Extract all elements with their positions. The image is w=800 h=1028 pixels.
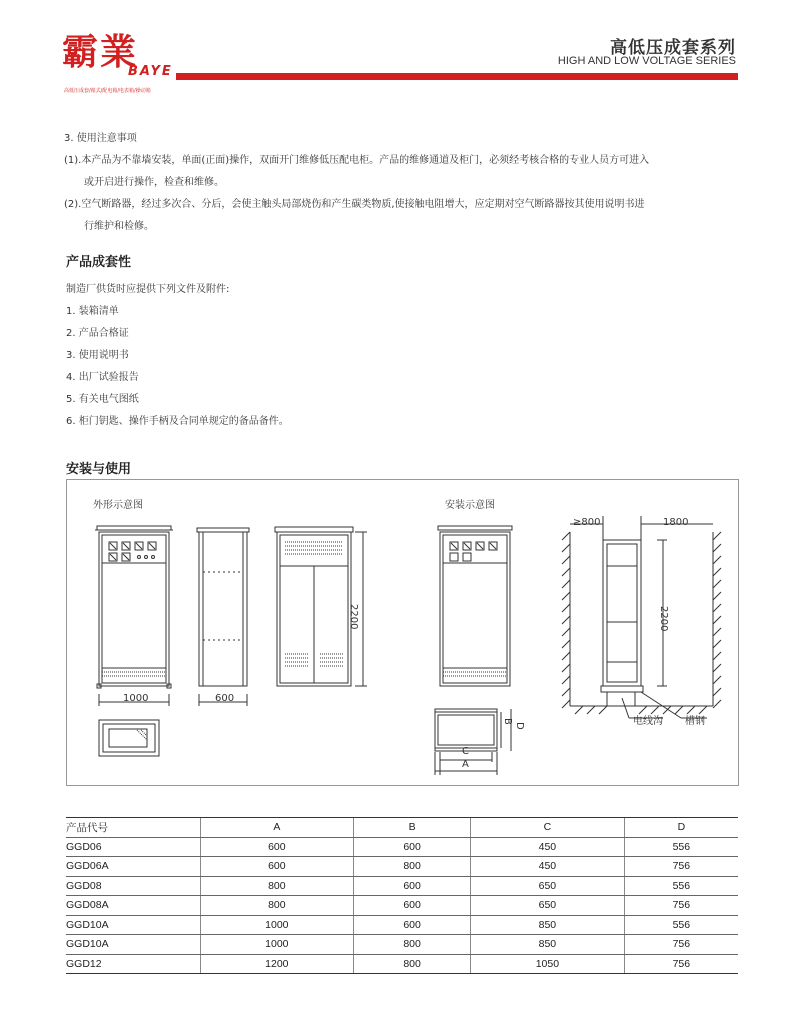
table-cell: 1200 — [200, 954, 354, 974]
outline-diagram-label: 外形示意图 — [93, 500, 143, 511]
list-item: 3. 使用说明书 — [66, 350, 129, 361]
list-item: 5. 有关电气图纸 — [66, 394, 139, 405]
table-cell: GGD12 — [66, 954, 200, 974]
page-title: 高低压成套系列 — [610, 38, 736, 58]
list-item: 6. 柜门钥匙、操作手柄及合同单规定的备品备件。 — [66, 416, 289, 427]
table-cell: 756 — [624, 935, 738, 955]
dim-height-2200-b: 2200 — [658, 606, 669, 632]
channel-steel-label: 槽钢 — [685, 716, 705, 727]
completeness-intro: 制造厂供货时应提供下列文件及附件: — [66, 284, 230, 295]
header-d: D — [624, 818, 738, 838]
table-row — [66, 837, 738, 857]
table-cell: 800 — [354, 935, 471, 955]
install-base-plan — [435, 709, 511, 775]
table-cell: 800 — [200, 876, 354, 896]
dim-label-d: D — [514, 722, 525, 730]
table-cell: GGD06 — [66, 837, 200, 857]
table-cell: 756 — [624, 857, 738, 877]
dim-width-1000: 1000 — [123, 693, 149, 704]
completeness-heading: 产品成套性 — [66, 255, 132, 270]
header-a: A — [200, 818, 354, 838]
table-cell: 600 — [200, 857, 354, 877]
note-1-line-2: 或开启进行操作，检查和维修。 — [84, 177, 224, 188]
table-cell: 1050 — [471, 954, 625, 974]
page-subtitle: HIGH AND LOW VOLTAGE SERIES — [557, 55, 736, 67]
table-cell: 600 — [354, 876, 471, 896]
header-product-code: 产品代号 — [66, 818, 200, 838]
note-2-line-1: (2).空气断路器，经过多次合、分后，会使主触头局部烧伤和产生碳类物质,使接触电阻增大，应定期对空气断路器按其使用说明书进 — [64, 199, 645, 210]
table-cell: 650 — [471, 876, 625, 896]
table-cell: 800 — [354, 954, 471, 974]
table-header-row — [66, 818, 738, 838]
table-cell: 1000 — [200, 935, 354, 955]
table-cell: 556 — [624, 837, 738, 857]
dim-height-2200: 2200 — [348, 604, 359, 630]
table-cell: 650 — [471, 896, 625, 916]
table-row — [66, 896, 738, 916]
dim-label-c: C — [462, 746, 469, 757]
logo-english: BAYE — [128, 64, 173, 79]
table-row — [66, 954, 738, 974]
install-wall-section — [562, 516, 721, 718]
list-item: 2. 产品合格证 — [66, 328, 129, 339]
cabinet-top-view — [99, 720, 159, 756]
note-2-line-2: 行维护和检修。 — [84, 221, 154, 232]
table-cell: 600 — [354, 837, 471, 857]
dim-clearance-800: ≥800 — [573, 517, 601, 528]
table-cell: GGD08 — [66, 876, 200, 896]
table-cell: 450 — [471, 857, 625, 877]
dim-label-a: A — [462, 759, 469, 770]
cabinet-rear-view — [275, 527, 353, 686]
dim-depth-600: 600 — [215, 693, 235, 704]
table-row — [66, 915, 738, 935]
table-row — [66, 876, 738, 896]
dim-1800: 1800 — [663, 517, 689, 528]
table-row — [66, 935, 738, 955]
cabinet-diagrams — [67, 480, 740, 787]
logo-tagline: 高低压成套/箱式/配电箱/电表箱/操动箱 — [64, 88, 151, 94]
header-c: C — [471, 818, 625, 838]
notes-section — [64, 128, 740, 238]
table-cell: GGD10A — [66, 915, 200, 935]
table-cell: 556 — [624, 915, 738, 935]
cabinet-side-view — [197, 528, 249, 686]
installation-figure — [66, 479, 739, 786]
install-front-view — [438, 526, 512, 686]
table-cell: GGD08A — [66, 896, 200, 916]
note-1-line-1: (1).本产品为不靠墙安装，单面(正面)操作，双面开门维修低压配电柜。产品的维修通道及柜门，必须经考核合格的专业人员方可进入 — [64, 155, 650, 166]
notes-title: 3. 使用注意事项 — [64, 133, 137, 144]
installation-heading: 安装与使用 — [66, 462, 132, 477]
table-cell: GGD10A — [66, 935, 200, 955]
table-cell: 450 — [471, 837, 625, 857]
table-cell: 850 — [471, 915, 625, 935]
table-cell: 800 — [200, 896, 354, 916]
header-accent-bar — [176, 73, 738, 80]
company-logo — [62, 30, 182, 100]
list-item: 4. 出厂试验报告 — [66, 372, 139, 383]
table-cell: GGD06A — [66, 857, 200, 877]
table-cell: 556 — [624, 876, 738, 896]
cabinet-front-view — [95, 526, 173, 688]
header-b: B — [354, 818, 471, 838]
dim-label-b: B — [502, 718, 513, 725]
table-cell: 1000 — [200, 915, 354, 935]
table-cell: 600 — [200, 837, 354, 857]
table-row — [66, 857, 738, 877]
list-item: 1. 装箱清单 — [66, 306, 119, 317]
table-cell: 800 — [354, 857, 471, 877]
table-cell: 756 — [624, 954, 738, 974]
install-diagram-label: 安装示意图 — [445, 500, 495, 511]
table-cell: 600 — [354, 896, 471, 916]
table-cell: 600 — [354, 915, 471, 935]
logo-chinese: 霸業 — [62, 31, 139, 73]
table-cell: 850 — [471, 935, 625, 955]
table-cell: 756 — [624, 896, 738, 916]
cable-trench-label: 电线沟 — [633, 716, 663, 727]
spec-table — [66, 817, 738, 974]
